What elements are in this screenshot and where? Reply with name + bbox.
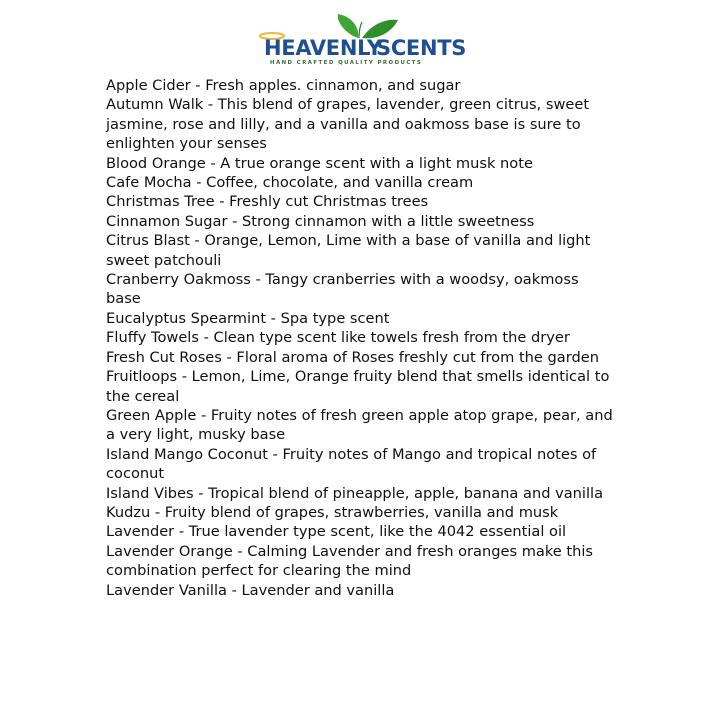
scent-item: Cinnamon Sugar - Strong cinnamon with a little sweetness [106,212,535,230]
scent-item: Christmas Tree - Freshly cut Christmas trees [106,193,429,211]
brand-tagline: HAND CRAFTED QUALITY PRODUCTS [270,60,423,66]
brand-name-scents: SCENTS [376,36,467,60]
brand-name-heavenly: HEAVENLY [264,36,382,60]
scent-item: Cafe Mocha - Coffee, chocolate, and vanilla cream [106,174,474,192]
scent-item: Citrus Blast - Orange, Lemon, Lime with a base of vanilla and light sweet patchouli [106,232,591,269]
brand-logo [258,14,468,70]
scent-item: Fluffy Towels - Clean type scent like towels fresh from the dryer [106,329,570,347]
scent-item: Eucalyptus Spearmint - Spa type scent [106,309,390,327]
scent-item: Autumn Walk - This blend of grapes, lavender, green citrus, sweet jasmine, rose and lilly, and a vanilla and oakmoss base is sure to enlighten your senses [106,96,590,153]
scent-item: Island Vibes - Tropical blend of pineapple, apple, banana and vanilla [106,484,604,502]
scent-list [106,76,616,600]
scent-item: Blood Orange - A true orange scent with a light musk note [106,154,533,172]
scent-item: Green Apple - Fruity notes of fresh green apple atop grape, pear, and a very light, musky base [106,406,613,444]
scent-item: Lavender Orange - Calming Lavender and fresh oranges make this combination perfect for clearing the mind [106,542,594,580]
scent-item: Cranberry Oakmoss - Tangy cranberries with a woodsy, oakmoss base [106,271,579,308]
scent-item: Lavender Vanilla - Lavender and vanilla [106,581,395,599]
scent-item: Island Mango Coconut - Fruity notes of Mango and tropical notes of coconut [106,445,597,483]
scent-item: Fresh Cut Roses - Floral aroma of Roses freshly cut from the garden [106,348,599,366]
scent-item: Lavender - True lavender type scent, like the 4042 essential oil [106,523,567,541]
scent-item: Apple Cider - Fresh apples. cinnamon, and sugar [106,77,461,94]
scent-item: Kudzu - Fruity blend of grapes, strawberries, vanilla and musk [106,503,559,521]
scent-item: Fruitloops - Lemon, Lime, Orange fruity blend that smells identical to the cereal [106,368,610,405]
